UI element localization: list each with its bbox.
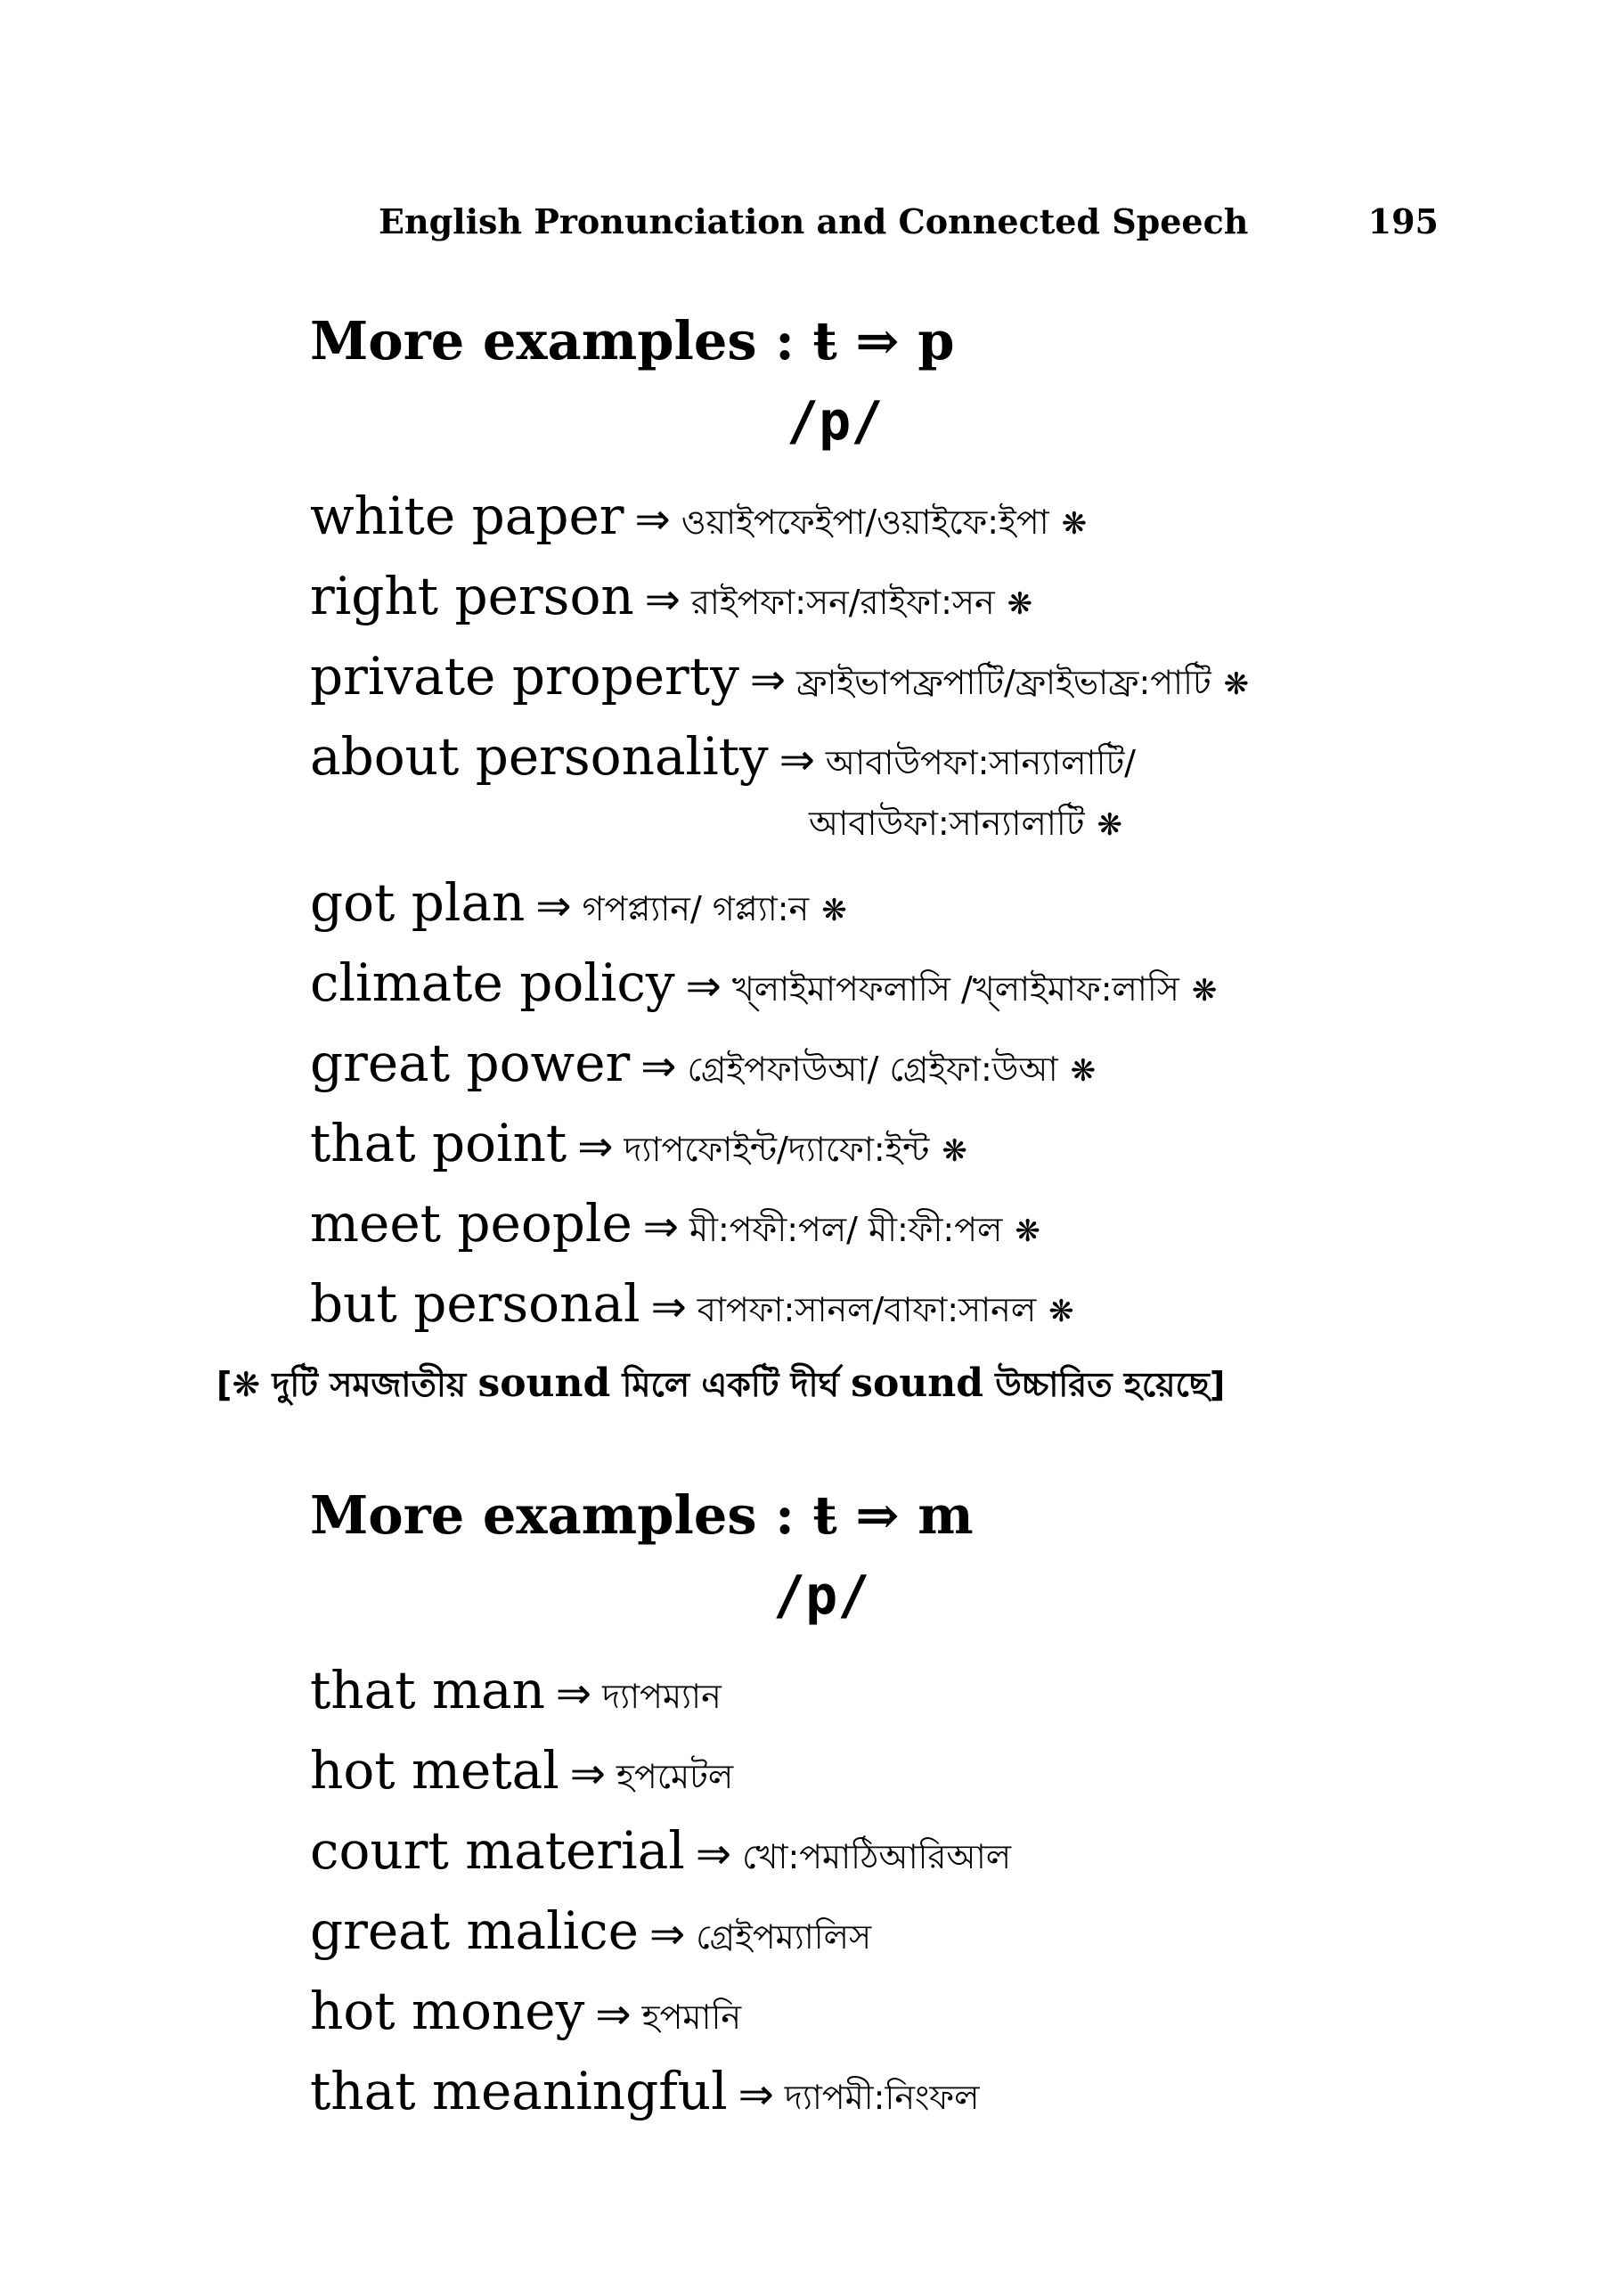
running-header <box>379 201 1439 241</box>
implies-arrow-icon: ⇒ <box>569 1749 606 1799</box>
implies-arrow-icon: ⇒ <box>685 961 722 1011</box>
example-english: but personal <box>310 1273 640 1334</box>
asterisk-icon: ❋ <box>1191 973 1218 1009</box>
implies-arrow-icon: ⇒ <box>749 655 787 705</box>
footnote <box>216 1359 1508 1416</box>
example-row <box>310 1971 1557 2051</box>
example-bangla: রাইপফা:সন/রাইফা:সন <box>690 583 995 622</box>
footnote-text: মিলে একটি দীর্ঘ <box>610 1365 852 1404</box>
example-english: that man <box>310 1660 545 1720</box>
examples-section-t-to-m <box>310 1477 1557 2131</box>
implies-arrow-icon: ⇒ <box>555 1669 592 1719</box>
example-english: climate policy <box>310 952 675 1013</box>
implies-arrow-icon: ⇒ <box>535 881 572 931</box>
implies-arrow-icon: ⇒ <box>779 735 815 785</box>
example-english: great malice <box>310 1900 639 1961</box>
footnote-open-bracket: [ <box>216 1365 232 1404</box>
section-title: More examples : ŧ ⇒ p <box>310 310 955 372</box>
example-row <box>310 1183 1557 1263</box>
example-bangla: হপমানি <box>641 1998 742 2037</box>
example-row <box>310 862 1557 943</box>
example-english: that meaningful <box>310 2061 728 2121</box>
asterisk-icon: ❋ <box>232 1365 261 1404</box>
implies-arrow-icon: ⇒ <box>634 494 671 544</box>
asterisk-icon: ❋ <box>1007 586 1033 622</box>
example-row <box>310 1103 1557 1183</box>
implies-arrow-icon: ⇒ <box>695 1829 732 1879</box>
example-continuation <box>310 797 1557 862</box>
example-english: about personality <box>310 726 769 787</box>
example-english: court material <box>310 1820 685 1881</box>
example-english: meet people <box>310 1193 632 1254</box>
implies-arrow-icon: ⇒ <box>738 2070 774 2120</box>
running-header-title: English Pronunciation and Connected Speech <box>379 201 1249 241</box>
example-english: got plan <box>310 872 526 933</box>
example-bangla: মী:পফী:পল/ মী:ফী:পল <box>689 1210 1003 1249</box>
example-row <box>310 1263 1557 1344</box>
example-bangla: খ্লাইমাপফলাসি /খ্লাইমাফ:লাসি <box>731 969 1179 1009</box>
example-bangla: দ্যাপফোইন্ট/দ্যাফো:ইন্ট <box>624 1130 930 1169</box>
example-bangla: ফ্রাইভাপফ্রপাটি/ফ্রাইভাফ্র:পাটি <box>796 663 1211 702</box>
example-bangla: দ্যাপম্যান <box>602 1677 722 1716</box>
example-bangla: বাপফা:সানল/বাফা:সানল <box>697 1290 1037 1329</box>
example-row <box>310 1023 1557 1103</box>
section-subtitle: /p/ <box>787 390 884 453</box>
example-bangla: দ্যাপমী:নিংফল <box>784 2078 980 2117</box>
example-row <box>310 1730 1557 1810</box>
implies-arrow-icon: ⇒ <box>650 1282 687 1332</box>
example-english: right person <box>310 566 634 626</box>
asterisk-icon: ❋ <box>1061 506 1088 542</box>
example-row <box>310 1810 1557 1891</box>
implies-arrow-icon: ⇒ <box>577 1122 614 1172</box>
examples-section-t-to-p <box>310 303 1557 1344</box>
section-title: More examples : ŧ ⇒ m <box>310 1484 974 1546</box>
example-bangla: আবাউপফা:সান্যালাটি/ <box>825 743 1136 782</box>
example-english: great power <box>310 1033 631 1093</box>
asterisk-icon: ❋ <box>1097 807 1122 843</box>
example-english: white paper <box>310 486 624 546</box>
implies-arrow-icon: ⇒ <box>642 1202 679 1252</box>
section-subtitle: /p/ <box>773 1565 870 1627</box>
page-number: 195 <box>1367 201 1439 241</box>
footnote-english-word: sound <box>851 1360 984 1406</box>
example-row <box>310 476 1557 556</box>
asterisk-icon: ❋ <box>1015 1213 1040 1249</box>
example-bangla: আবাউফা:সান্যালাটি <box>809 804 1085 843</box>
example-english: hot money <box>310 1981 585 2041</box>
asterisk-icon: ❋ <box>821 893 847 928</box>
example-bangla: হপমেটল <box>616 1757 734 1796</box>
example-row <box>310 716 1557 797</box>
example-row <box>310 943 1557 1023</box>
example-english: that point <box>310 1113 567 1173</box>
asterisk-icon: ❋ <box>1223 666 1250 702</box>
footnote-text: উচ্চারিত হয়েছে <box>983 1365 1210 1404</box>
example-bangla: গ্রেইপফাউআ/ গ্রেইফা:উআ <box>687 1050 1058 1089</box>
example-row <box>310 556 1557 636</box>
example-row <box>310 1891 1557 1971</box>
example-english: hot metal <box>310 1740 559 1801</box>
example-english: private property <box>310 646 739 707</box>
example-bangla: গপপ্ল্যান/ গপ্ল্যা:ন <box>582 889 810 928</box>
footnote-english-word: sound <box>477 1360 611 1406</box>
example-row <box>310 636 1557 716</box>
implies-arrow-icon: ⇒ <box>649 1909 686 1959</box>
implies-arrow-icon: ⇒ <box>644 575 681 625</box>
footnote-text: দুটি সমজাতীয় <box>260 1365 478 1404</box>
implies-arrow-icon: ⇒ <box>640 1042 677 1091</box>
footnote-close-bracket: ] <box>1209 1365 1226 1404</box>
implies-arrow-icon: ⇒ <box>595 1990 632 2039</box>
example-row <box>310 2051 1557 2131</box>
example-bangla: গ্রেইপম্যালিস <box>696 1917 872 1957</box>
example-bangla: ওয়াইপফেইপা/ওয়াইফে:ইপা <box>681 503 1049 542</box>
asterisk-icon: ❋ <box>1048 1294 1074 1329</box>
example-row <box>310 1650 1557 1730</box>
asterisk-icon: ❋ <box>1070 1053 1097 1089</box>
asterisk-icon: ❋ <box>942 1133 967 1169</box>
example-bangla: খো:পমাঠিআরিআল <box>742 1837 1012 1876</box>
